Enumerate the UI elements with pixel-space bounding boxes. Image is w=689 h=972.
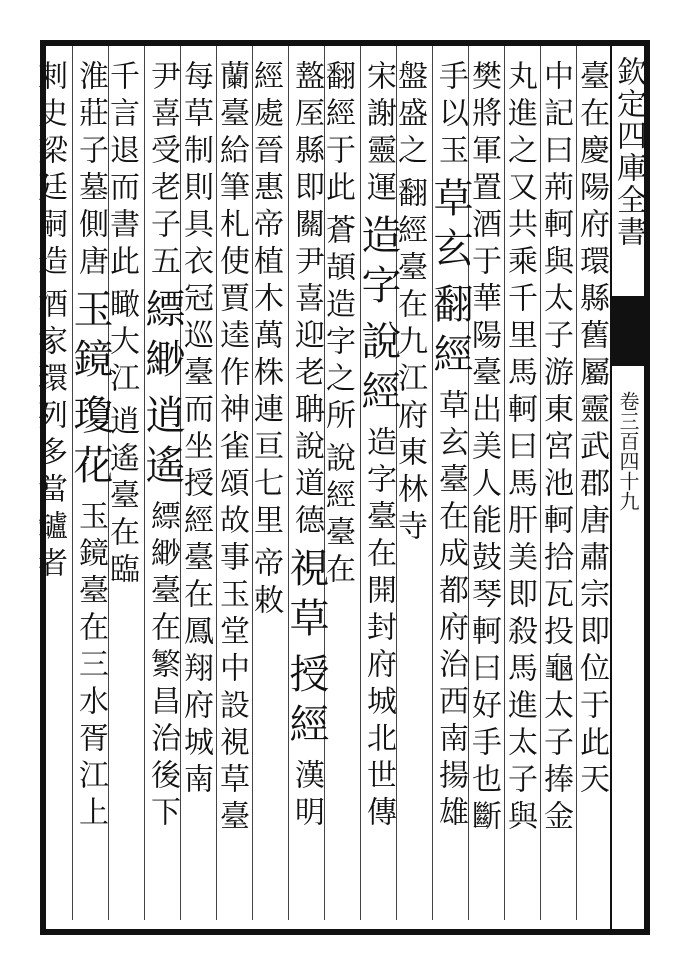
book-edge-band (610, 46, 644, 929)
column-text: 中記曰荊軻與太子游東宮池軻拾瓦投龜太子捧金 (538, 60, 573, 837)
annotation-text: 翻經于此 (320, 60, 355, 208)
annotation-text: 草玄臺在成都府治西南揚雄 (433, 389, 468, 833)
entry-heading: 草玄 (427, 177, 473, 277)
fishtail-mark (610, 296, 644, 366)
annotation-text: 漢明 (289, 759, 324, 833)
column-text: 樊將軍置酒于華陽臺出美人能鼓琴軻曰好手也斷 (466, 60, 501, 837)
entry-heading: 縹緲 (139, 288, 185, 388)
annotation-text: 翻經臺在九江府東林寺 (392, 177, 427, 547)
juan-number: 卷三百四十九 (616, 391, 640, 511)
annotation-text: 說經臺在 (320, 442, 355, 590)
entry-heading: 翻經 (427, 283, 473, 383)
annotation-text: 造字臺在開封府城北世傳 (361, 426, 396, 833)
text-column (322, 60, 358, 920)
annotation-text: 宋謝靈運 (361, 60, 396, 208)
entry-heading: 瓊花 (67, 394, 113, 494)
entry-heading: 授經 (283, 653, 329, 753)
annotation-text: 縹緲臺在繁昌治後下 (145, 500, 180, 833)
annotation-text: 帝敕 (248, 547, 283, 621)
text-column (355, 60, 401, 920)
annotation-text: 刺史梁廷嗣造 (32, 60, 67, 282)
column-segments (139, 60, 185, 833)
text-column (34, 60, 70, 920)
text-column (250, 60, 286, 920)
column-segments (427, 60, 473, 833)
entry-heading: 說經 (355, 320, 401, 420)
column-text: 丸進之又共乘千里馬軻曰馬肝美即殺馬進太子與 (502, 60, 537, 837)
book-title: 欽定四庫全書 (611, 56, 646, 248)
entry-heading: 玉鏡 (67, 288, 113, 388)
column-segments (320, 60, 355, 590)
annotation-text: 逍遙臺在臨 (104, 405, 139, 590)
column-text: 蘭臺給筆札使賈逵作神雀頌故事玉堂中設視草臺 (214, 60, 249, 837)
annotation-text: 盩厔縣即關尹喜迎老聃說道德 (289, 60, 324, 541)
annotation-text: 盤盛之 (392, 60, 427, 171)
column-segments (67, 60, 113, 833)
text-column (67, 60, 113, 920)
annotation-text: 尹喜受老子五 (145, 60, 180, 282)
annotation-text: 淮莊子墓側唐 (73, 60, 108, 282)
entry-heading: 逍遙 (139, 394, 185, 494)
entry-heading: 視草 (283, 547, 329, 647)
annotation-text: 經處晉惠帝植木萬株連亘七里 (248, 60, 283, 541)
annotation-text: 玉鏡臺在三水胥江上 (73, 500, 108, 833)
column-segments (32, 60, 67, 584)
text-column (394, 60, 430, 920)
text-column (214, 60, 250, 920)
column-text: 臺在慶陽府環縣舊屬靈武郡唐肅宗即位于此天 (574, 60, 609, 800)
text-column (538, 60, 574, 920)
column-segments (283, 60, 329, 833)
text-column (427, 60, 473, 920)
column-segments (248, 60, 283, 621)
text-column (283, 60, 329, 920)
entry-heading: 造字 (355, 214, 401, 314)
column-segments (355, 60, 401, 833)
annotation-text: 酒家環列多當罏者 (32, 288, 67, 584)
annotation-text: 手以玉 (433, 60, 468, 171)
annotation-text: 千言退而書此 (104, 60, 139, 282)
annotation-text: 蒼頡造字之所 (320, 214, 355, 436)
annotation-text: 瞰大江 (104, 288, 139, 399)
text-column (574, 60, 610, 920)
text-column (139, 60, 185, 920)
column-text: 每草制則具衣冠巡臺而坐授經臺在鳳翔府城南 (178, 60, 213, 800)
text-column (502, 60, 538, 920)
